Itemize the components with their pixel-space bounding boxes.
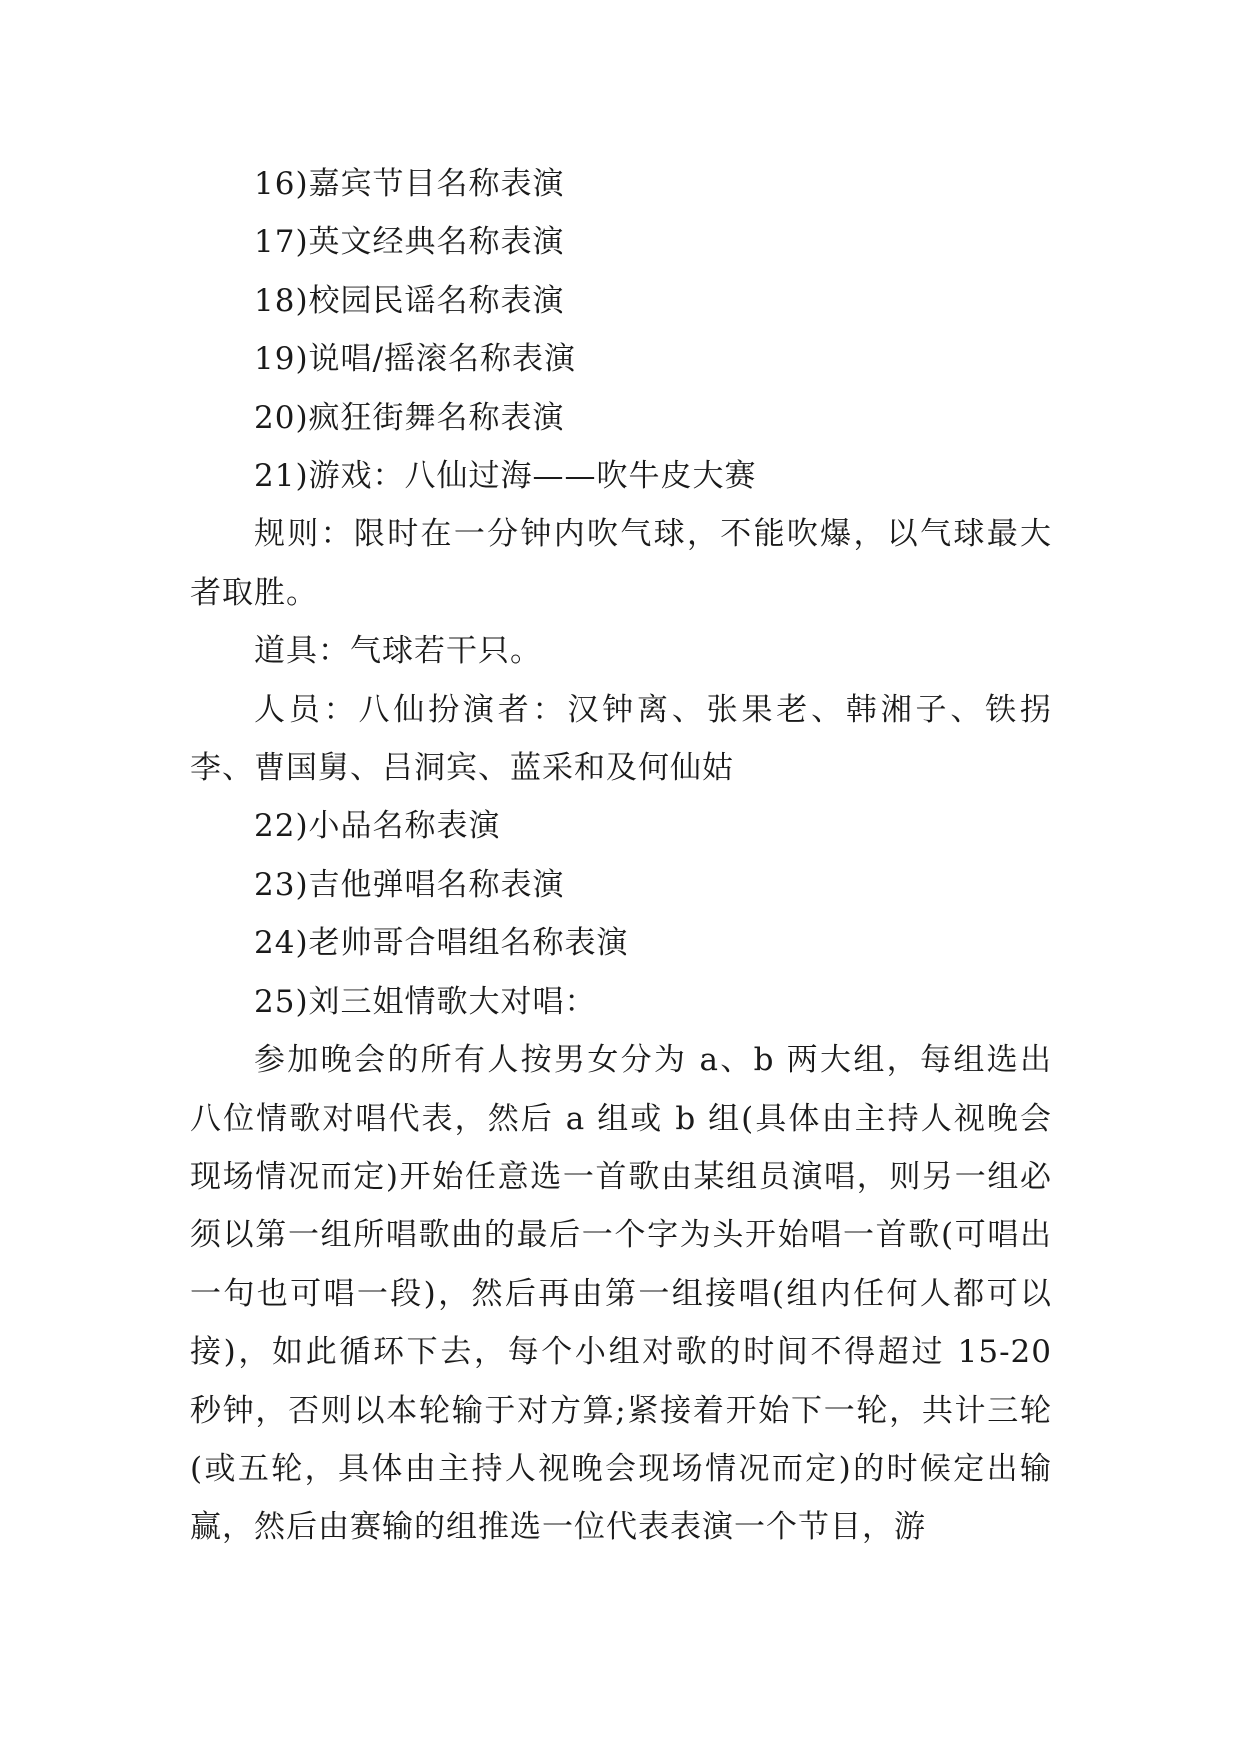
duet-game-description: 参加晚会的所有人按男女分为 a、b 两大组，每组选出八位情歌对唱代表，然后 a 组或 b 组(具体由主持人视晚会现场情况而定)开始任意选一首歌由某组员演唱，则另一组必须以第一组所唱歌曲的最后一个字为头开始唱一首歌(可唱出一句也可唱一段)，然后再由第一组接唱(组内任何人都可以接)，如此循环下去，每个小组对歌的时间不得超过 15-20 秒钟，否则以本轮输于对方算;紧接着开始下一轮，共计三轮(或五轮，具体由主持人视晚会现场情况而定)的时候定出输赢，然后由赛输的组推选一位代表表演一个节目，游 [190, 1042, 1052, 1546]
program-item-16: 16)嘉宾节目名称表演 [254, 166, 565, 202]
program-item-21: 21)游戏：八仙过海——吹牛皮大赛 [254, 458, 757, 495]
program-item-18: 18)校园民谣名称表演 [254, 282, 565, 319]
program-item-20: 20)疯狂街舞名称表演 [254, 399, 565, 436]
program-item-24: 24)老帅哥合唱组名称表演 [254, 925, 629, 962]
program-item-25: 25)刘三姐情歌大对唱： [254, 983, 597, 1020]
game-props: 道具：气球若干只。 [254, 633, 542, 670]
game-cast: 人员：八仙扮演者：汉钟离、张果老、韩湘子、铁拐李、曹国舅、吕洞宾、蓝采和及何仙姑 [190, 691, 1052, 787]
program-item-19: 19)说唱/摇滚名称表演 [254, 341, 576, 378]
program-item-17: 17)英文经典名称表演 [254, 224, 565, 261]
document-body [190, 155, 1052, 1557]
program-item-23: 23)吉他弹唱名称表演 [254, 866, 565, 903]
game-rules: 规则：限时在一分钟内吹气球，不能吹爆，以气球最大者取胜。 [190, 516, 1052, 611]
program-item-22: 22)小品名称表演 [254, 808, 501, 845]
